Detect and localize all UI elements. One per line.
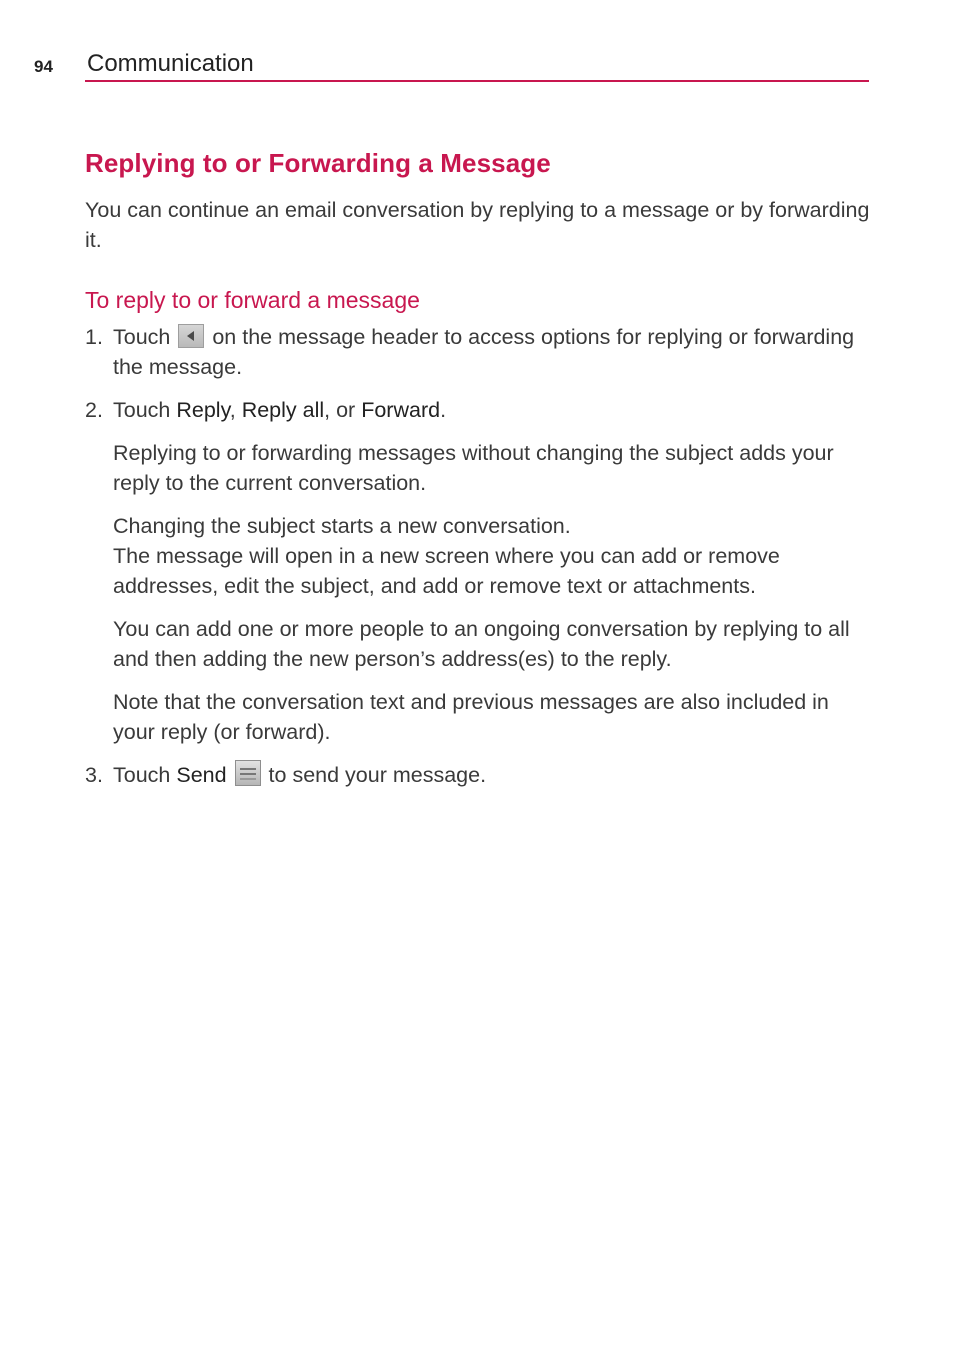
step-number: 2. — [85, 398, 103, 422]
steps-list-continued — [85, 760, 875, 790]
step-1 — [85, 322, 875, 382]
note-paragraph — [85, 511, 875, 601]
send-icon — [235, 760, 261, 786]
note-line: The message will open in a new screen where you can add or remove addresses, edit the subject, and add or remove text or attachments. — [113, 544, 780, 598]
main-content — [85, 148, 875, 803]
note-paragraph: Note that the conversation text and previous messages are also included in your reply (or forward). — [113, 690, 829, 744]
section-header: Communication — [87, 50, 254, 77]
back-arrow-icon — [178, 324, 204, 348]
page-number: 94 — [34, 57, 53, 76]
step-text: Touch — [113, 763, 171, 787]
subheading: To reply to or forward a message — [85, 287, 420, 313]
separator: , — [229, 398, 236, 422]
header-rule — [85, 80, 869, 82]
step-text: on the message header to access options for replying or forwarding the message. — [113, 325, 855, 379]
step-text: Touch — [113, 398, 171, 422]
step-2 — [85, 395, 875, 425]
option-reply-all: Reply all — [241, 398, 325, 422]
note-paragraph: You can add one or more people to an ongoing conversation by replying to all and then adding the new person’s address(es) to the reply. — [113, 617, 850, 671]
intro-paragraph: You can continue an email conversation by replying to a message or by forwarding it. — [85, 198, 870, 252]
separator: , or — [324, 398, 356, 422]
note-line: Changing the subject starts a new conversation. — [113, 514, 571, 538]
send-label: Send — [176, 763, 227, 787]
step-number: 1. — [85, 325, 103, 349]
option-reply: Reply — [176, 398, 230, 422]
step-text: Touch — [113, 325, 171, 349]
step-number: 3. — [85, 763, 103, 787]
page-title: Replying to or Forwarding a Message — [85, 148, 551, 178]
step-3 — [85, 760, 875, 790]
option-forward: Forward — [361, 398, 441, 422]
steps-list — [85, 322, 875, 425]
step-end: . — [440, 398, 447, 422]
step-text: to send your message. — [268, 763, 487, 787]
note-paragraph: Replying to or forwarding messages without changing the subject adds your reply to the current conversation. — [113, 441, 834, 495]
